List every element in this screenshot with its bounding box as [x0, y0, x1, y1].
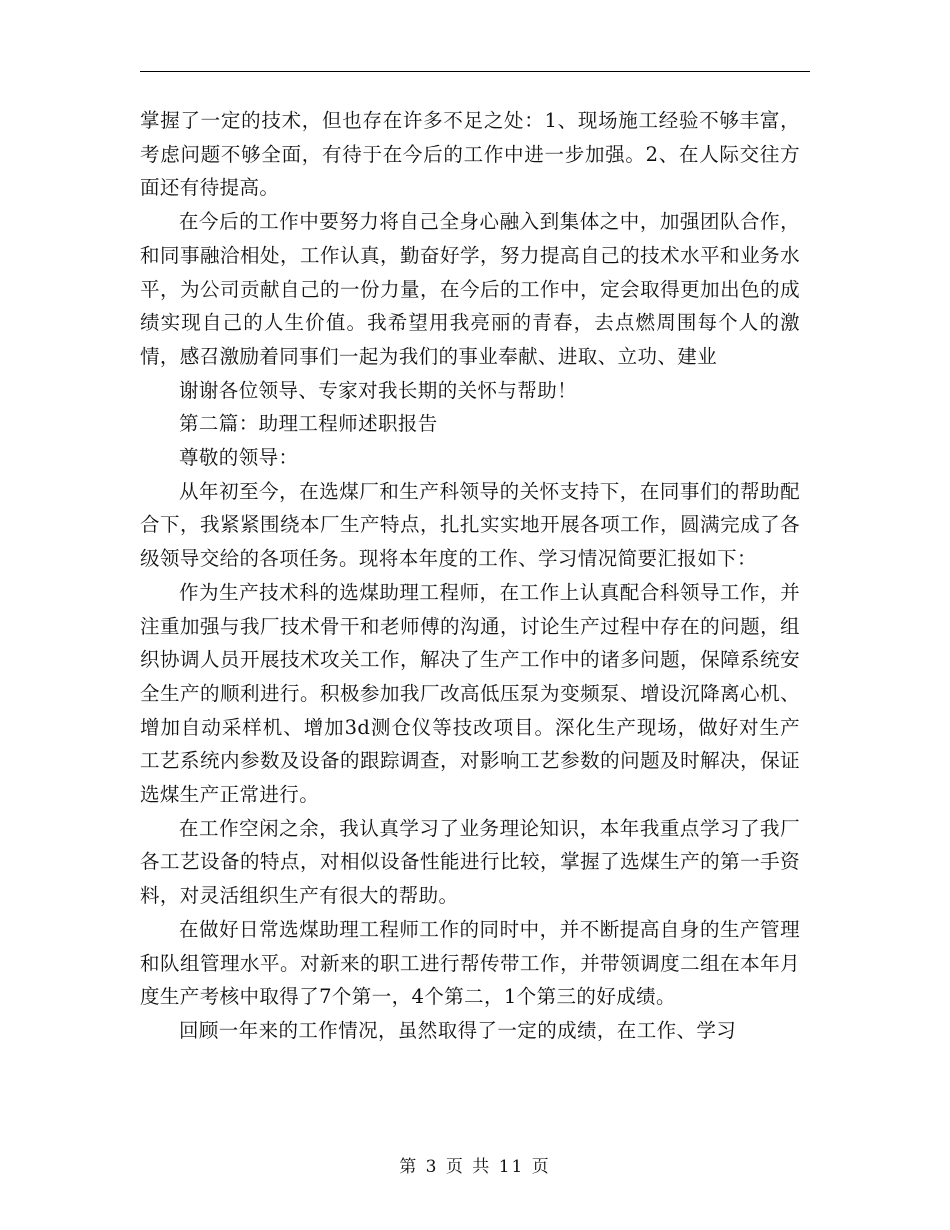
- paragraph-thanks: 谢谢各位领导、专家对我长期的关怀与帮助！: [179, 378, 578, 402]
- paragraph: 回顾一年来的工作情况，虽然取得了一定的成绩，在工作、学习: [179, 1018, 737, 1042]
- paragraph: 在做好日常选煤助理工程师工作的同时中，并不断提高自身的生产管理和队组管理水平。对新来的职工进行帮传带工作，并带领调度二组在本年月度生产考核中取得了7个第一，4个第二，1个第三的好成绩。: [140, 917, 800, 1009]
- header-rule: [140, 71, 810, 72]
- paragraph-continuation: 掌握了一定的技术，但也存在许多不足之处：1、现场施工经验不够丰富，考虑问题不够全面，有待于在今后的工作中进一步加强。2、在人际交往方面还有待提高。: [140, 109, 800, 200]
- section-title: 第二篇：助理工程师述职报告: [179, 412, 438, 436]
- paragraph: 在工作空闲之余，我认真学习了业务理论知识，本年我重点学习了我厂各工艺设备的特点，对相似设备性能进行比较，掌握了选煤生产的第一手资料，对灵活组织生产有很大的帮助。: [140, 816, 800, 908]
- paragraph: 从年初至今，在选煤厂和生产科领导的关怀支持下，在同事们的帮助配合下，我紧紧围绕本厂生产特点，扎扎实实地开展各项工作，圆满完成了各级领导交给的各项任务。现将本年度的工作、学习情况简要汇报如下：: [140, 479, 800, 571]
- document-body: [140, 104, 800, 1048]
- salutation: 尊敬的领导：: [179, 446, 299, 470]
- paragraph: 作为生产技术科的选煤助理工程师，在工作上认真配合科领导工作，并注重加强与我厂技术骨干和老师傅的沟通，讨论生产过程中存在的问题，组织协调人员开展技术攻关工作，解决了生产工作中的诸多问题，保障系统安全生产的顺利进行。积极参加我厂改高低压泵为变频泵、增设沉降离心机、增加自动采样机、增加3d测仓仪等技改项目。深化生产现场，做好对生产工艺系统内参数及设备的跟踪调查，对影响工艺参数的问题及时解决，保证选煤生产正常进行。: [140, 580, 800, 807]
- page-number-footer: 第 3 页 共 11 页: [399, 1157, 551, 1177]
- paragraph: 在今后的工作中要努力将自己全身心融入到集体之中，加强团队合作，和同事融洽相处，工作认真，勤奋好学，努力提高自己的技术水平和业务水平，为公司贡献自己的一份力量，在今后的工作中，定会取得更加出色的成绩实现自己的人生价值。我希望用我亮丽的青春，去点燃周围每个人的激情，感召激励着同事们一起为我们的事业奉献、进取、立功、建业: [140, 210, 800, 368]
